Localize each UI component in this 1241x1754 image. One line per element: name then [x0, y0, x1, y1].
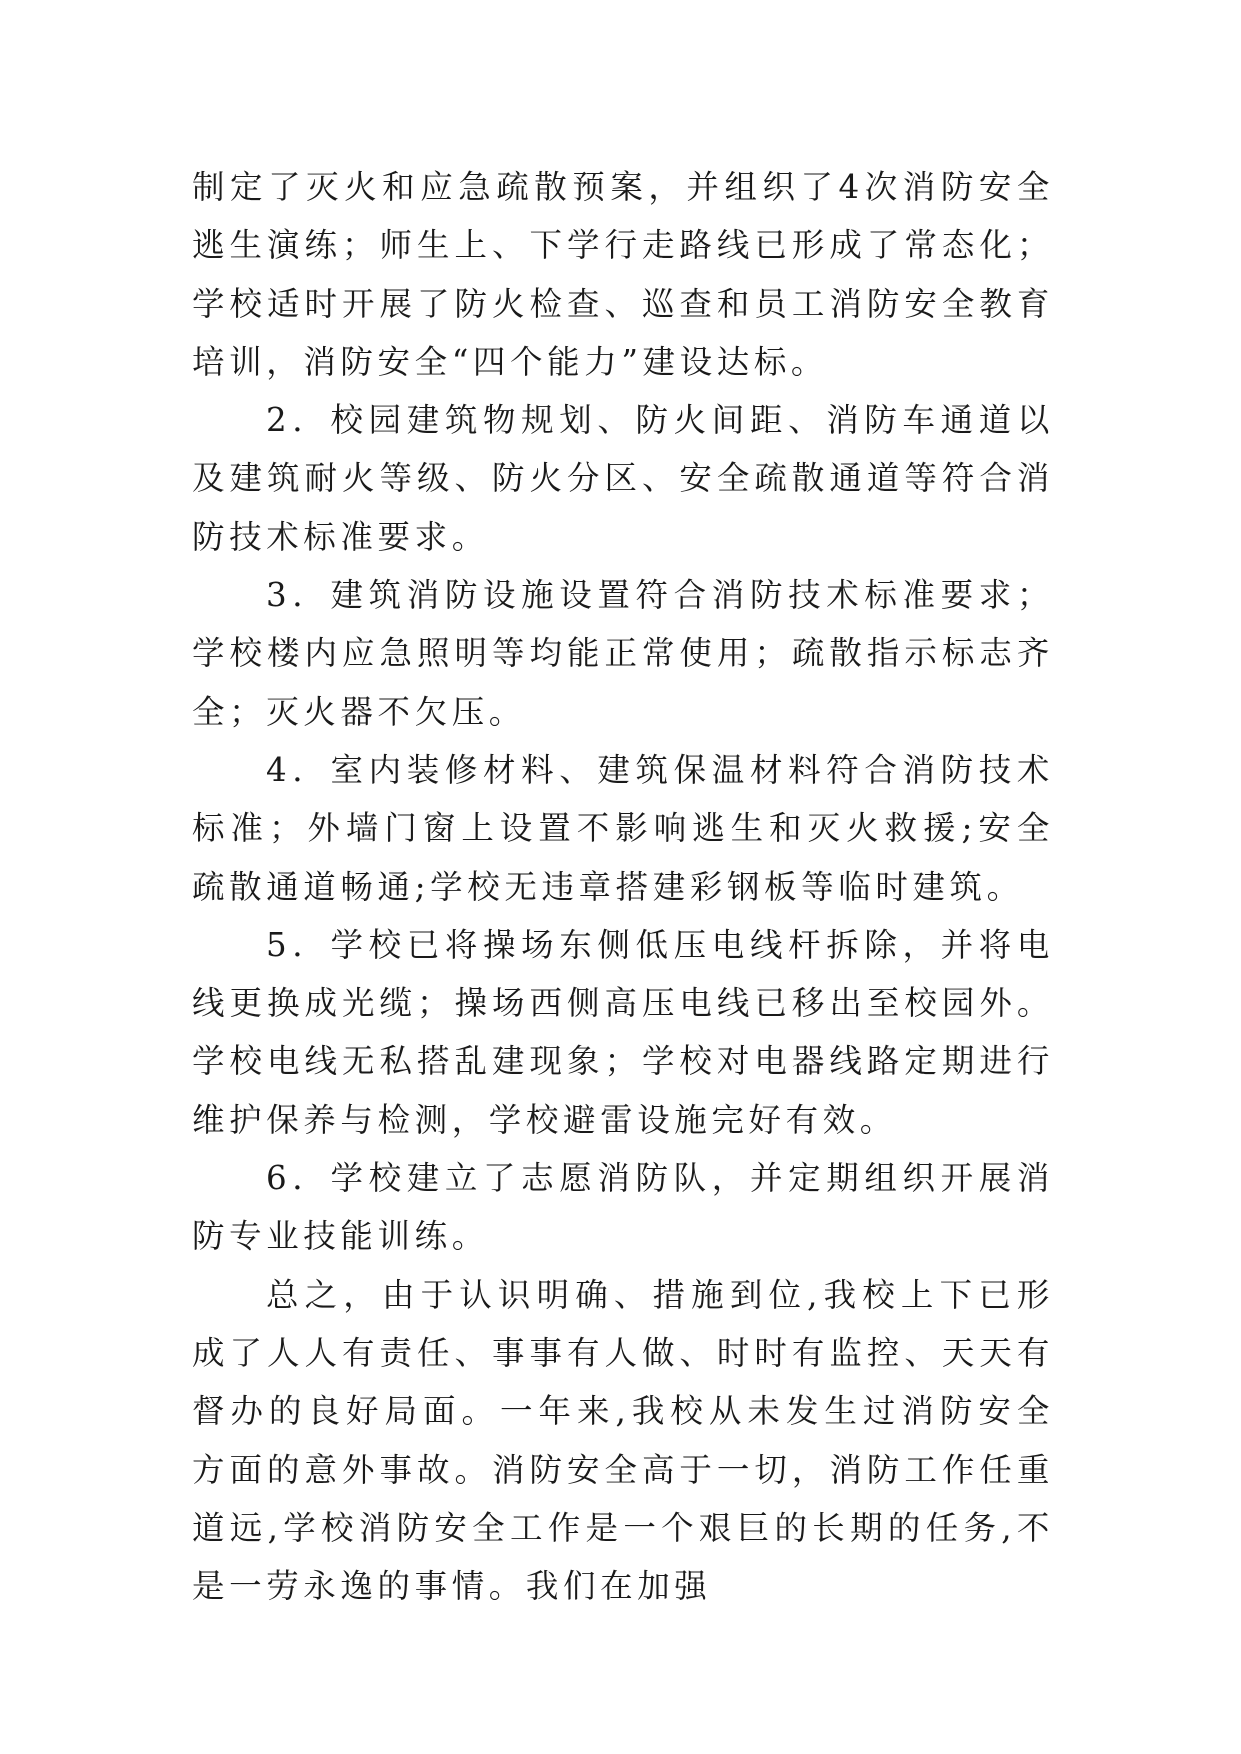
document-body: [192, 158, 1054, 1615]
paragraph-continuation: 制定了灭火和应急疏散预案，并组织了4次消防安全逃生演练；师生上、下学行走路线已形成了常态化；学校适时开展了防火检查、巡查和员工消防安全教育培训，消防安全“四个能力”建设达标。: [192, 168, 1054, 381]
paragraph-item-4: 4．室内装修材料、建筑保温材料符合消防技术标准；外墙门窗上设置不影响逃生和灭火救援;安全疏散通道畅通;学校无违章搭建彩钢板等临时建筑。: [192, 750, 1054, 906]
paragraph-item-6: 6．学校建立了志愿消防队，并定期组织开展消防专业技能训练。: [192, 1159, 1054, 1256]
paragraph-item-5: 5．学校已将操场东侧低压电线杆拆除，并将电线更换成光缆；操场西侧高压电线已移出至校园外。学校电线无私搭乱建现象；学校对电器线路定期进行维护保养与检测，学校避雷设施完好有效。: [192, 925, 1054, 1139]
paragraph-item-3: 3．建筑消防设施设置符合消防技术标准要求；学校楼内应急照明等均能正常使用；疏散指示标志齐全；灭火器不欠压。: [192, 576, 1054, 731]
paragraph-item-2: 2．校园建筑物规划、防火间距、消防车通道以及建筑耐火等级、防火分区、安全疏散通道等符合消防技术标准要求。: [192, 401, 1054, 556]
paragraph-summary: 总之，由于认识明确、措施到位,我校上下已形成了人人有责任、事事有人做、时时有监控、天天有督办的良好局面。一年来,我校从未发生过消防安全方面的意外事故。消防安全高于一切，消防工作任重道远,学校消防安全工作是一个艰巨的长期的任务,不是一劳永逸的事情。我们在加强: [192, 1275, 1054, 1606]
